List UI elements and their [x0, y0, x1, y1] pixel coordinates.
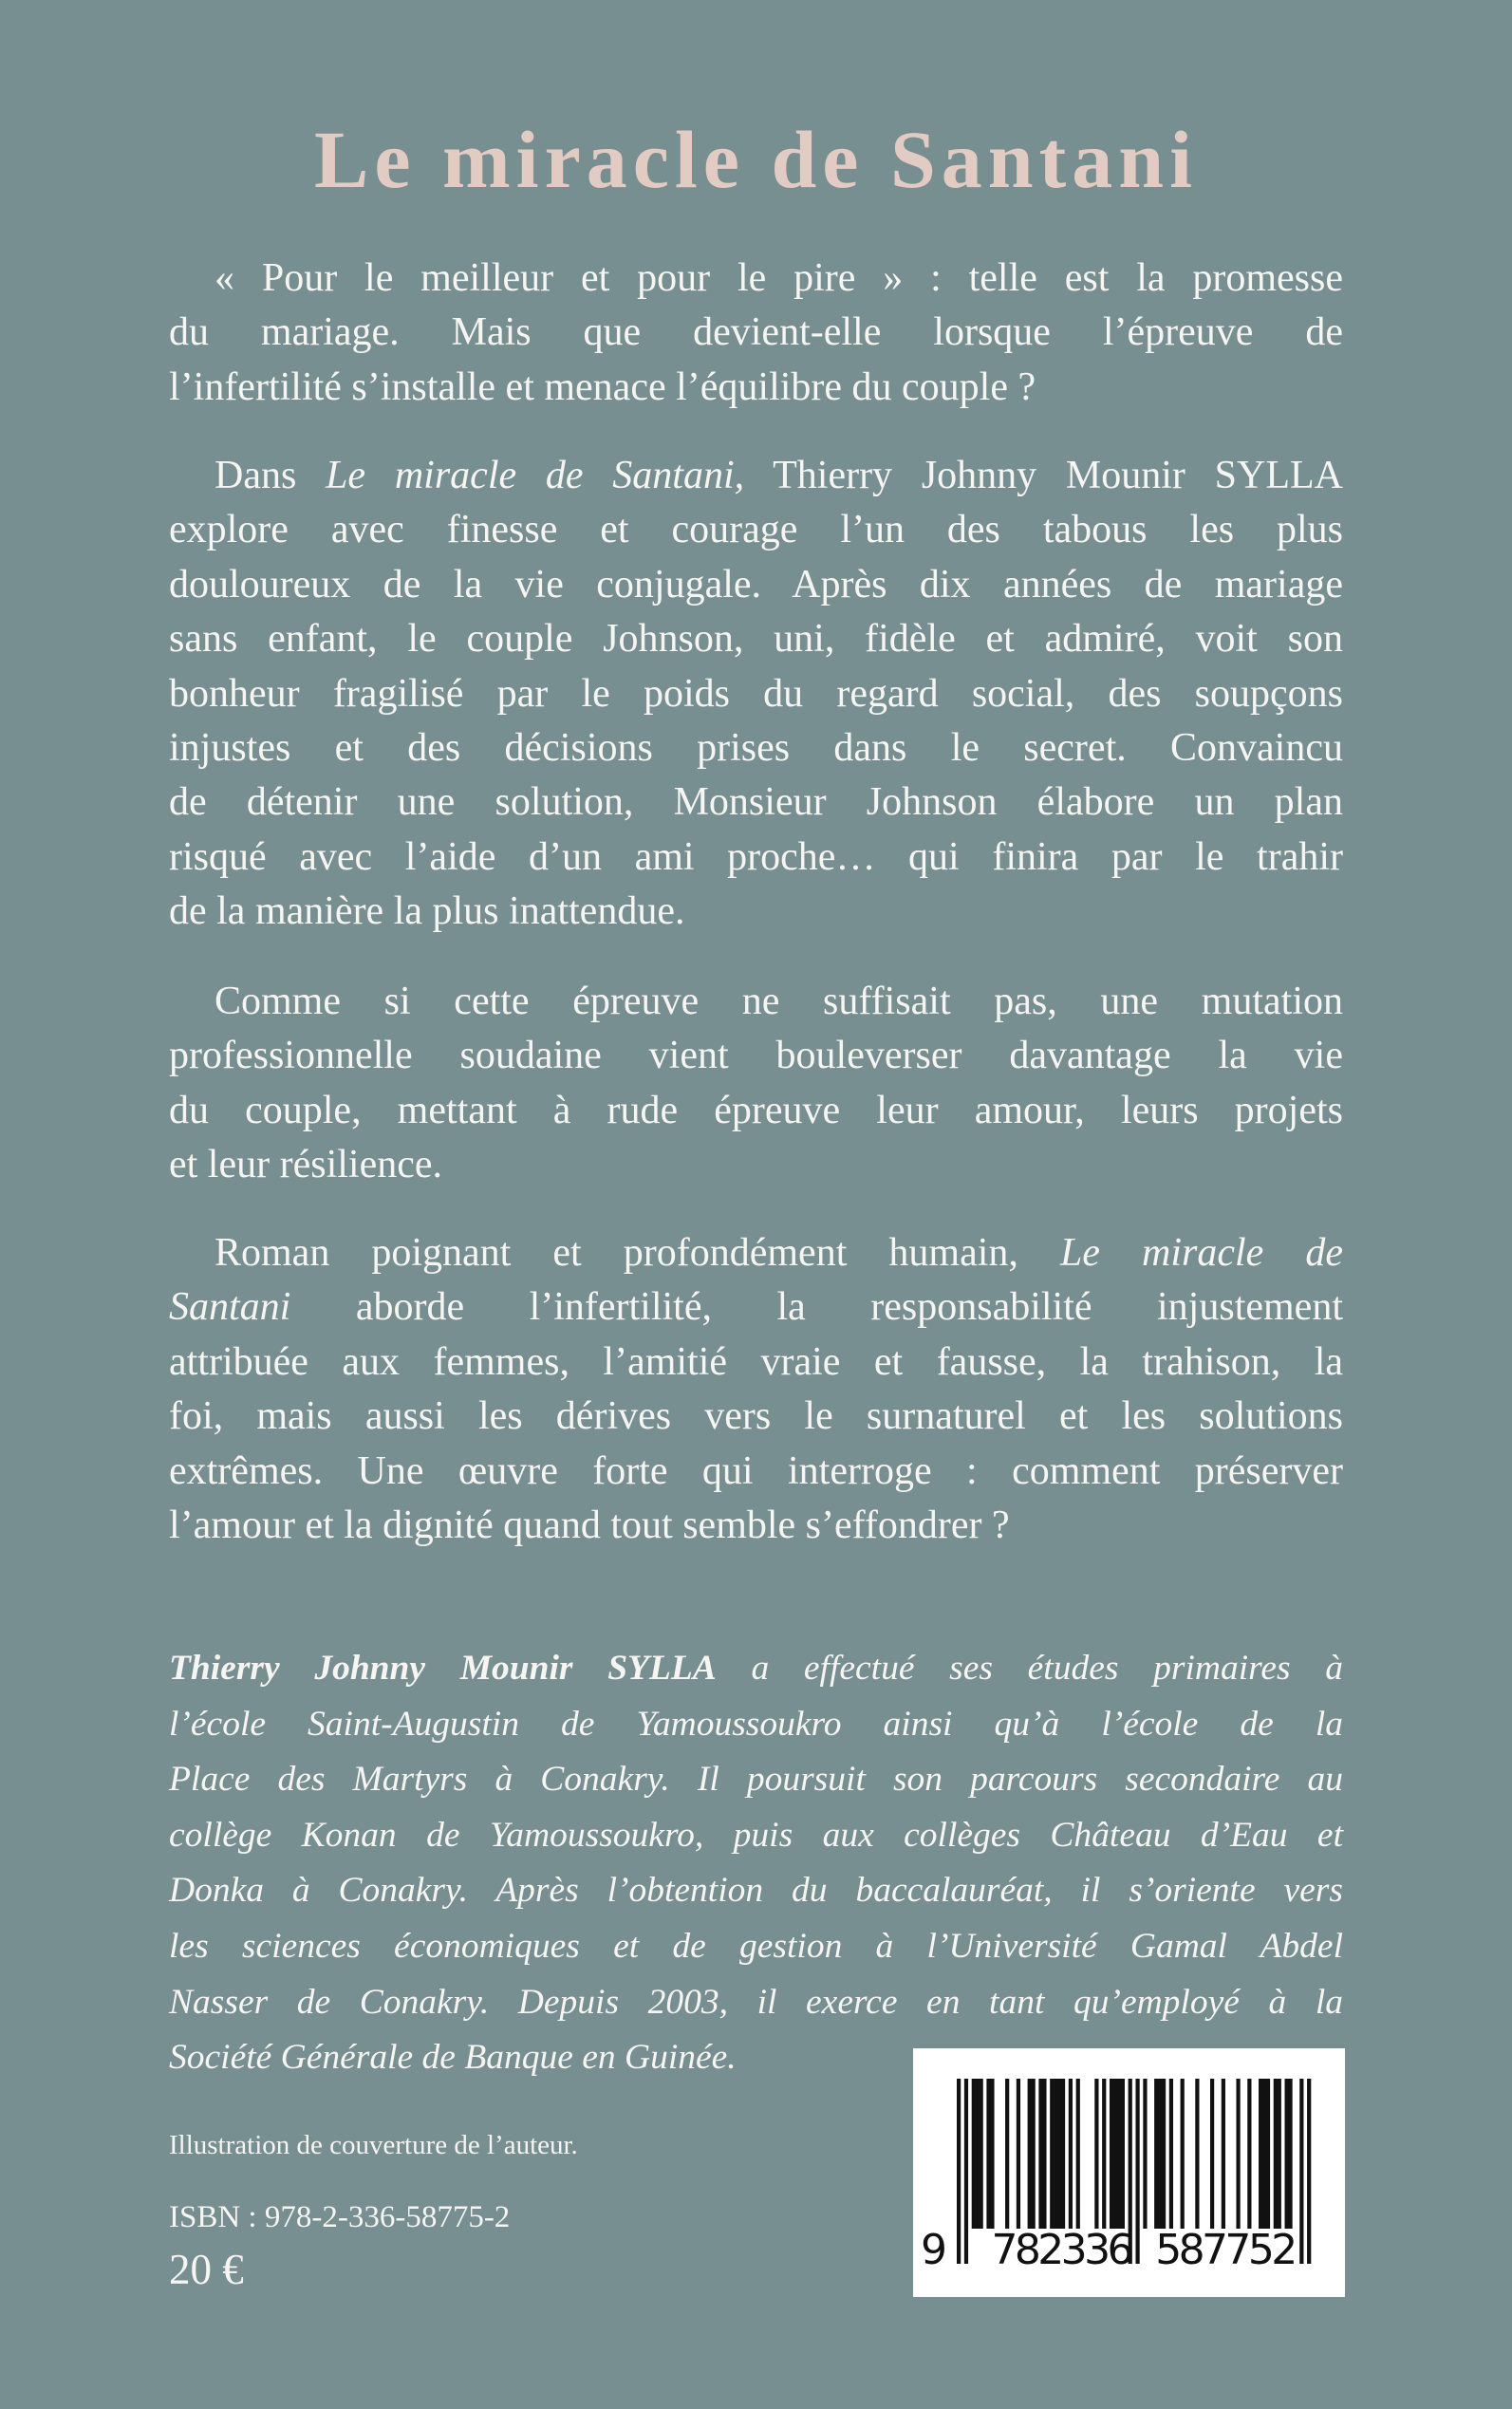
text-line: et leur résilience. [169, 1143, 443, 1187]
text-line: de la manière la plus inattendue. [169, 889, 685, 934]
illustration-credit: Illustration de couverture de l’auteur. [169, 2130, 578, 2160]
isbn: ISBN : 978-2-336-58775-2 [169, 2200, 511, 2234]
barcode-bar [1274, 2079, 1278, 2229]
barcode-bar [1181, 2079, 1185, 2229]
barcode-bar [1222, 2079, 1225, 2229]
text-line: collège Konan de Yamoussoukro, puis aux collèges Château d’Eau et [169, 1815, 1343, 1855]
text-line: douloureux de la vie conjugale. Après dix années de mariage [169, 562, 1343, 607]
barcode-bar [1076, 2079, 1080, 2229]
barcode-digits: 587752 [1155, 2226, 1298, 2274]
text-line: l’amour et la dignité quand tout semble s’effondrer ? [169, 1503, 1010, 1547]
barcode-bar [1266, 2079, 1270, 2229]
text-line: Comme si cette épreuve ne suffisait pas, une mutation [215, 980, 1343, 1023]
barcode-bar [1135, 2079, 1139, 2264]
barcode-bar [1288, 2079, 1292, 2229]
text-line: l’infertilité s’installe et menace l’équilibre du couple ? [169, 364, 1036, 409]
barcode-bar [1054, 2079, 1057, 2229]
text-line: Société Générale de Banque en Guinée. [169, 2038, 737, 2078]
barcode-bar [1005, 2079, 1009, 2229]
text-line: du couple, mettant à rude épreuve leur amour, leurs projets [169, 1088, 1343, 1132]
barcode-bar [1050, 2079, 1054, 2229]
text-line: injustes et des décisions prises dans le secret. Convaincu [169, 725, 1343, 770]
barcode-bar [957, 2079, 961, 2264]
barcode-bar [980, 2079, 983, 2229]
barcode-bar [1299, 2079, 1303, 2264]
author-bio [169, 1641, 1343, 2086]
barcode-bar [1259, 2079, 1262, 2229]
text-line: professionnelle soudaine vient bouleverser davantage la vie [169, 1034, 1343, 1078]
barcode-bar [964, 2079, 968, 2264]
price: 20 € [169, 2246, 244, 2293]
italic-title-text: Le miracle de [1059, 1231, 1343, 1275]
barcode-digits: 782336 [991, 2226, 1134, 2274]
barcode-bars [913, 2048, 1345, 2297]
barcode-bar [1121, 2079, 1125, 2229]
author-name: Thierry Johnny Mounir SYLLA [169, 1649, 717, 1688]
barcode-bar [1285, 2079, 1289, 2229]
text-segment: a effectué ses études primaires à [716, 1649, 1343, 1688]
barcode-bar [1038, 2079, 1042, 2229]
barcode-bar [1061, 2079, 1065, 2229]
barcode-bar [1028, 2079, 1032, 2229]
text-line: sans enfant, le couple Johnson, uni, fidèle et admiré, voit son [169, 617, 1343, 662]
barcode-bar [1117, 2079, 1121, 2229]
text-line: de détenir une solution, Monsieur Johnson élabore un plan [169, 780, 1343, 825]
blurb-paragraph-4 [169, 1226, 1343, 1553]
text-segment: aborde l’infertilité, la responsabilité injustement [290, 1285, 1343, 1330]
barcode-bar [1162, 2079, 1166, 2229]
text-line: Place des Martyrs à Conakry. Il poursuit son parcours secondaire au [169, 1760, 1343, 1800]
text-segment: Thierry Johnny Mounir SYLLA [744, 454, 1343, 497]
text-line: « Pour le meilleur et pour le pire » : telle est la promesse [215, 256, 1343, 300]
barcode-bar [1143, 2079, 1147, 2229]
barcode-bar [990, 2079, 994, 2229]
barcode-bar [1195, 2079, 1199, 2229]
barcode-bar [1057, 2079, 1061, 2229]
barcode-bar [1094, 2079, 1098, 2229]
text-line: attribuée aux femmes, l’amitié vraie et fausse, la trahison, la [169, 1339, 1343, 1384]
text-line [169, 449, 1343, 503]
italic-title-text: Santani [169, 1285, 291, 1330]
italic-title-text: Le miracle de Santani, [326, 454, 745, 497]
text-line [169, 1641, 1343, 1697]
barcode-bar [1017, 2079, 1020, 2229]
barcode-bar [986, 2079, 990, 2229]
barcode-digits: 9 [921, 2226, 947, 2274]
text-segment: Roman poignant et profondément humain, [215, 1231, 1060, 1275]
text-line: risqué avec l’aide d’un ami proche… qui finira par le trahir [169, 834, 1343, 879]
barcode-bar [1247, 2079, 1251, 2229]
barcode-bar [1169, 2079, 1173, 2229]
text-line: du mariage. Mais que devient-elle lorsque l’épreuve de [169, 310, 1343, 355]
text-line: foi, mais aussi les dérives vers le surnaturel et les solutions [169, 1394, 1343, 1439]
isbn-barcode [913, 2048, 1345, 2297]
blurb-paragraph-1 [169, 252, 1343, 415]
barcode-bar [1154, 2079, 1158, 2229]
barcode-bar [1032, 2079, 1036, 2229]
blurb-paragraph-2 [169, 449, 1343, 940]
barcode-bar [972, 2079, 976, 2229]
barcode-bar [1236, 2079, 1240, 2229]
barcode-bar [1307, 2079, 1311, 2264]
barcode-bar [1262, 2079, 1266, 2229]
barcode-bar [1278, 2079, 1281, 2229]
text-line: Donka à Conakry. Après l’obtention du baccalauréat, il s’oriente vers [169, 1871, 1343, 1911]
barcode-bar [1069, 2079, 1073, 2229]
barcode-bar [1113, 2079, 1117, 2229]
text-line: extrêmes. Une œuvre forte qui interroge : comment préserver [169, 1448, 1343, 1493]
barcode-bar [976, 2079, 980, 2229]
text-segment: Dans [215, 454, 327, 497]
barcode-bar [1102, 2079, 1106, 2229]
text-line [169, 1226, 1343, 1280]
blurb-paragraph-3 [169, 975, 1343, 1193]
barcode-bar [1042, 2079, 1046, 2229]
text-line: l’école Saint-Augustin de Yamoussoukro ainsi qu’à l’école de la [169, 1704, 1343, 1744]
barcode-bar [1110, 2079, 1113, 2229]
text-line: bonheur fragilisé par le poids du regard social, des soupçons [169, 671, 1343, 716]
barcode-bar [1210, 2079, 1214, 2229]
text-line: les sciences économiques et de gestion à l’Université Gamal Abdel [169, 1926, 1343, 1966]
text-line: Nasser de Conakry. Depuis 2003, il exerce en tant qu’employé à la [169, 1982, 1343, 2022]
text-line: explore avec finesse et courage l’un des tabous les plus [169, 508, 1343, 552]
text-line [169, 1280, 1343, 1335]
book-title: Le miracle de Santani [314, 114, 1198, 205]
barcode-bar [1158, 2079, 1162, 2229]
